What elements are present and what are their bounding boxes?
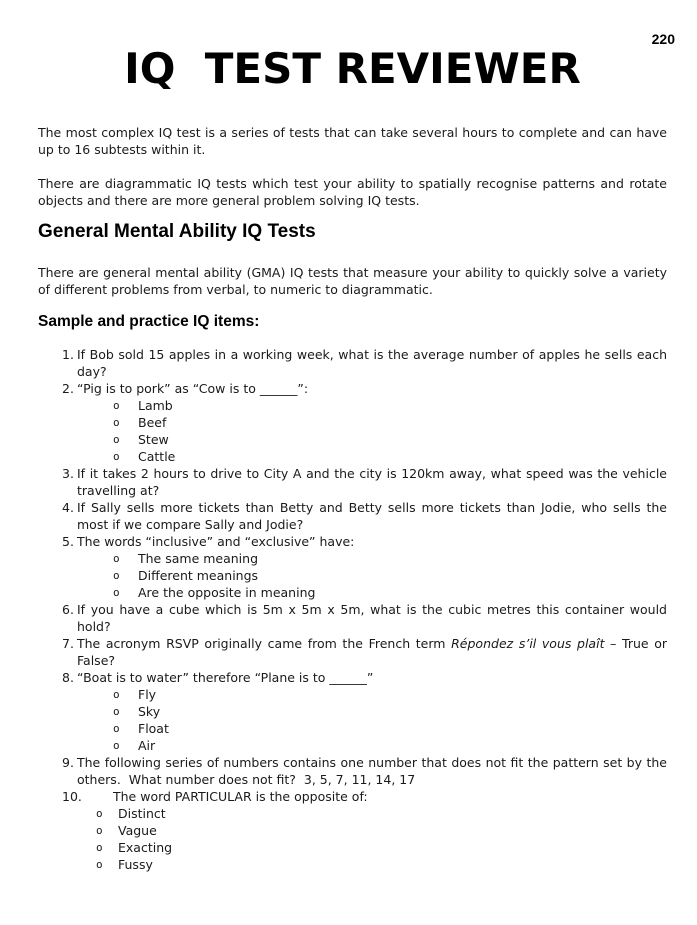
option-item	[38, 414, 667, 431]
option-label: Air	[138, 738, 156, 753]
question-item	[38, 533, 667, 550]
option-item	[38, 839, 667, 856]
section-paragraph: There are general mental ability (GMA) IQ tests that measure your ability to quickly solve a variety of different problems from verbal, to numeric to diagrammatic.	[38, 265, 667, 297]
option-item	[38, 567, 667, 584]
question-text: If Bob sold 15 apples in a working week, what is the average number of apples he sells each day?	[77, 347, 667, 379]
question-item	[38, 669, 667, 686]
option-label: Stew	[138, 432, 169, 447]
option-label: Fussy	[118, 857, 153, 872]
question-text: The acronym RSVP originally came from the French term Répondez s’il vous plaît – True or False?	[77, 636, 667, 668]
question-text-italic: Répondez s’il vous plaît	[451, 636, 605, 651]
circle-bullet-icon: o	[113, 399, 120, 412]
question-item	[38, 380, 667, 397]
option-label: Float	[138, 721, 169, 736]
option-label: Vague	[118, 823, 157, 838]
circle-bullet-icon: o	[96, 841, 103, 854]
circle-bullet-icon: o	[113, 569, 120, 582]
intro-paragraph: The most complex IQ test is a series of tests that can take several hours to complete and can have up to 16 subtests within it.	[38, 125, 667, 157]
question-text: The words “inclusive” and “exclusive” have:	[77, 534, 355, 549]
question-text: “Boat is to water” therefore “Plane is to ______”	[77, 670, 374, 685]
option-label: Distinct	[118, 806, 166, 821]
question-item	[38, 788, 667, 805]
question-number: 5.	[62, 534, 74, 549]
sub-heading: Sample and practice IQ items:	[38, 313, 260, 330]
page-number: 220	[651, 31, 675, 47]
option-item	[38, 822, 667, 839]
option-label: Different meanings	[138, 568, 259, 583]
option-item	[38, 737, 667, 754]
document-page	[0, 31, 697, 925]
option-item	[38, 686, 667, 703]
option-item	[38, 550, 667, 567]
option-label: Lamb	[138, 398, 173, 413]
question-text: If Sally sells more tickets than Betty and Betty sells more tickets than Jodie, who sells the most if we compare Sally and Jodie?	[77, 500, 667, 532]
question-number: 10.	[62, 789, 82, 804]
option-item	[38, 703, 667, 720]
question-text: The following series of numbers contains one number that does not fit the pattern set by the others. What number does not fit? 3, 5, 7, 11, 14, 17	[77, 755, 667, 787]
option-label: Beef	[138, 415, 167, 430]
circle-bullet-icon: o	[96, 807, 103, 820]
question-text: The word PARTICULAR is the opposite of:	[113, 789, 368, 804]
circle-bullet-icon: o	[113, 416, 120, 429]
circle-bullet-icon: o	[113, 552, 120, 565]
option-item	[38, 805, 667, 822]
question-item	[38, 499, 667, 533]
option-label: Are the opposite in meaning	[138, 585, 316, 600]
question-number: 6.	[62, 602, 74, 617]
question-item	[38, 635, 667, 669]
option-label: Cattle	[138, 449, 176, 464]
question-number: 8.	[62, 670, 74, 685]
question-number: 7.	[62, 636, 74, 651]
option-item	[38, 397, 667, 414]
circle-bullet-icon: o	[96, 824, 103, 837]
section-heading: General Mental Ability IQ Tests	[38, 221, 316, 242]
question-item	[38, 601, 667, 635]
circle-bullet-icon: o	[113, 705, 120, 718]
question-text: If it takes 2 hours to drive to City A and the city is 120km away, what speed was the vehicle travelling at?	[77, 466, 667, 498]
circle-bullet-icon: o	[113, 739, 120, 752]
question-number: 4.	[62, 500, 74, 515]
question-number: 3.	[62, 466, 74, 481]
intro-paragraph: There are diagrammatic IQ tests which test your ability to spatially recognise patterns and rotate objects and there are more general problem solving IQ tests.	[38, 176, 667, 208]
circle-bullet-icon: o	[113, 688, 120, 701]
question-item	[38, 465, 667, 499]
circle-bullet-icon: o	[113, 722, 120, 735]
option-label: Sky	[138, 704, 161, 719]
question-text: If you have a cube which is 5m x 5m x 5m, what is the cubic metres this container would hold?	[77, 602, 667, 634]
question-text: “Pig is to pork” as “Cow is to ______”:	[77, 381, 309, 396]
option-label: The same meaning	[138, 551, 259, 566]
option-item	[38, 448, 667, 465]
circle-bullet-icon: o	[96, 858, 103, 871]
question-number: 2.	[62, 381, 74, 396]
option-item	[38, 856, 667, 873]
circle-bullet-icon: o	[113, 433, 120, 446]
question-list	[38, 346, 667, 873]
question-item	[38, 346, 667, 380]
question-number: 1.	[62, 347, 74, 362]
question-item	[38, 754, 667, 788]
option-label: Exacting	[118, 840, 173, 855]
circle-bullet-icon: o	[113, 450, 120, 463]
option-item	[38, 584, 667, 601]
page-title: IQ TEST REVIEWER	[124, 44, 581, 93]
option-item	[38, 431, 667, 448]
option-item	[38, 720, 667, 737]
option-label: Fly	[138, 687, 157, 702]
question-number: 9.	[62, 755, 74, 770]
circle-bullet-icon: o	[113, 586, 120, 599]
